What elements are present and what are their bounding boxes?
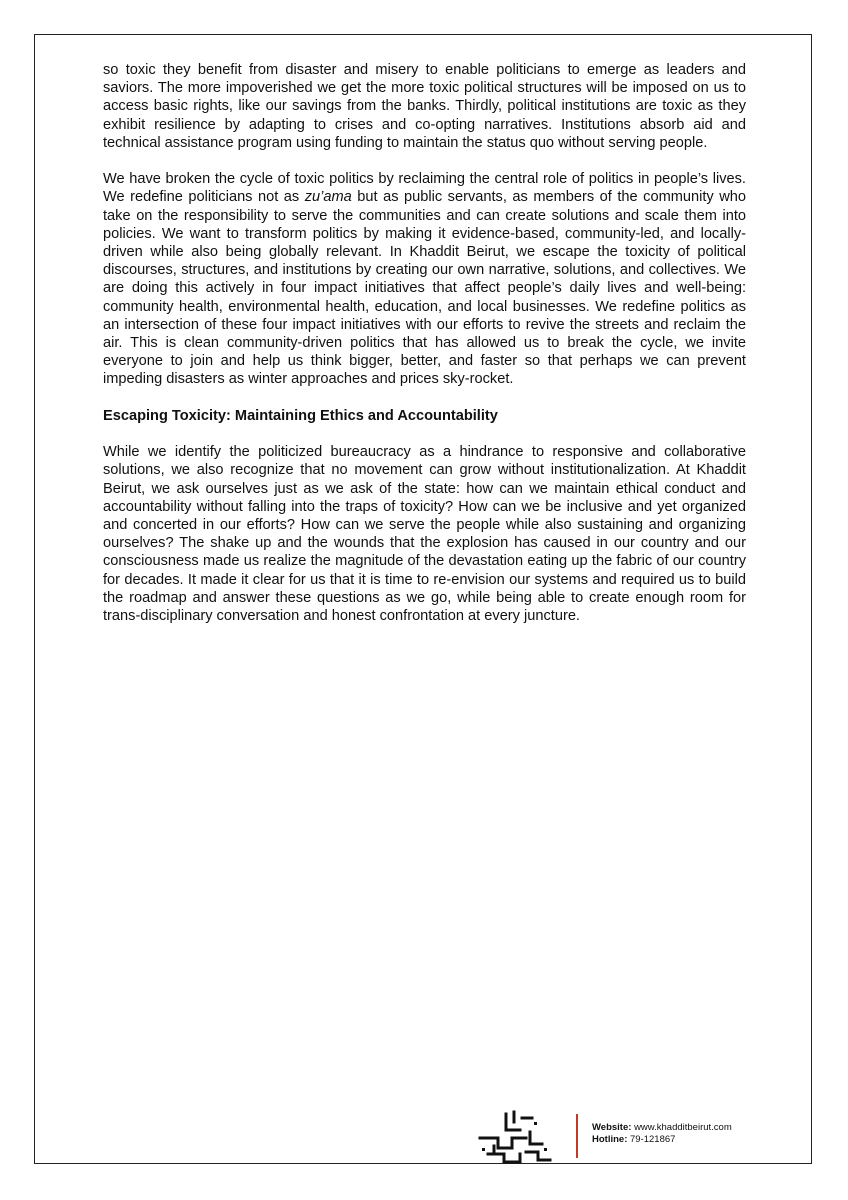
- website-label: Website:: [592, 1122, 632, 1133]
- hotline-line: [592, 1134, 732, 1146]
- hotline-number: 79-121867: [630, 1134, 676, 1145]
- paragraph-text: but as public servants, as members of the community who take on the responsibility to serve the communities and can create solutions and scale them into policies. We want to transform politics by making it evidence-based, community-led, and locally-driven while also being globally relevant. In Khaddit Beirut, we escape the toxicity of political discourses, structures, and institutions by creating our own narrative, solutions, and collectives. We are doing this actively in four impact initiatives that affect people’s daily lives and well-being: community health, environmental health, education, and local businesses. We redefine politics as an intersection of these four impact initiatives with our efforts to revive the streets and reclaim the air. This is clean community-driven politics that has allowed us to break the cycle, we invite everyone to join and help us think bigger, better, and faster so that perhaps we can prevent impeding disasters as winter approaches and prices sky-rocket.: [103, 189, 746, 388]
- paragraph-text: so toxic they benefit from disaster and misery to enable politicians to emerge as leaders and saviors. The more impoverished we get the more toxic political structures will be imposed on us to access basic rights, like our savings from the banks. Thirdly, political institutions are toxic as they exhibit resilience by adapting to crises and co-opting narratives. Institutions absorb aid and technical assistance program using funding to maintain the status quo without serving people.: [103, 62, 746, 151]
- website-link[interactable]: www.khadditbeirut.com: [634, 1122, 732, 1133]
- italic-term: zu’ama: [304, 189, 352, 206]
- paragraph-1: [103, 61, 746, 152]
- paragraph-2: [103, 170, 746, 388]
- website-line: [592, 1122, 732, 1134]
- footer-divider: [576, 1114, 578, 1158]
- paragraph-text: We have broken the cycle of toxic politics by reclaiming the central role of politics in people’s lives. We redefine politicians not as: [103, 171, 746, 206]
- document-body: [103, 61, 746, 643]
- footer: [468, 1108, 768, 1164]
- contact-info: [592, 1122, 732, 1146]
- section-paragraph: While we identify the politicized bureaucracy as a hindrance to responsive and collaborative solutions, we also recognize that no movement can grow without institutionalization. At Khaddit Beirut, we ask ourselves just as we ask of the state: how can we maintain ethical conduct and accountability without falling into the traps of toxicity? How can we be inclusive and yet organized and concerted in our efforts? How can we serve the people while also sustaining and organizing ourselves? The shake up and the wounds that the explosion has caused in our country and our consciousness made us realize the magnitude of the devastation eating up the fabric of our country for decades. It made it clear for us that it is time to re-envision our systems and required us to build the roadmap and answer these questions as we go, while being able to create enough room for trans-disciplinary conversation and honest confrontation at every juncture.: [103, 444, 746, 625]
- section-heading: Escaping Toxicity: Maintaining Ethics and Accountability: [103, 407, 498, 424]
- hotline-label: Hotline:: [592, 1134, 628, 1145]
- khaddit-beirut-logo-icon: [468, 1108, 568, 1164]
